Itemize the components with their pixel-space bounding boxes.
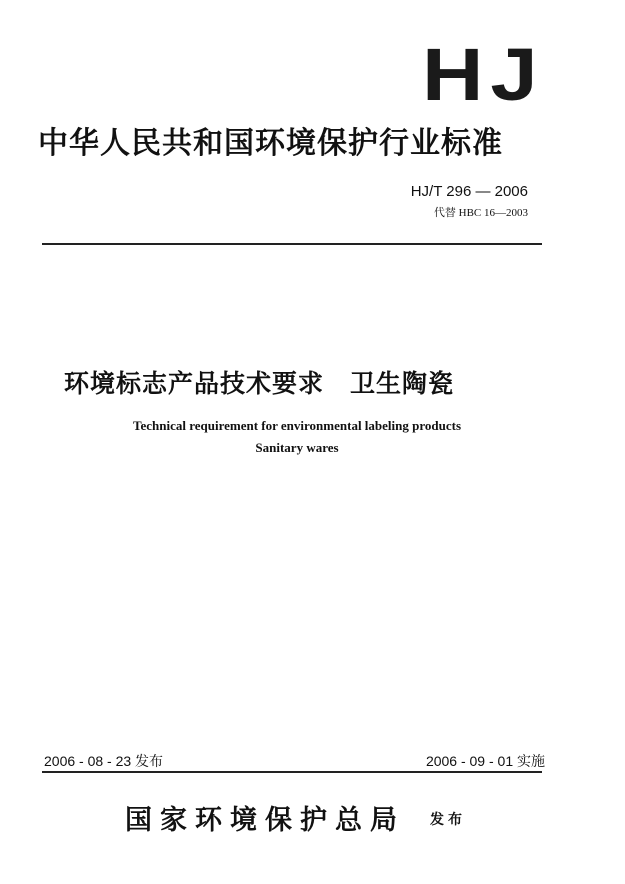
standard-category-title: 中华人民共和国环境保护行业标准 (38, 126, 503, 161)
title-cn-main: 环境标志产品技术要求 (64, 369, 325, 398)
effective-date: 2006 - 09 - 01 实施 (425, 753, 545, 769)
standard-code: HJ/T 296 — 2006 (410, 183, 528, 200)
document-title-en: Technical requirement for environmental labeling products (132, 418, 462, 433)
document-subtitle-en: Sanitary wares (255, 440, 339, 455)
header-divider (42, 243, 542, 245)
title-cn-sub: 卫生陶瓷 (350, 369, 455, 398)
replaces-code: 代替 HBC 16—2003 (433, 207, 528, 219)
publisher-suffix: 发布 (430, 812, 466, 828)
hj-logo: HJ (422, 33, 545, 116)
issue-date: 2006 - 08 - 23 发布 (44, 753, 164, 769)
footer-divider (42, 771, 542, 773)
document-title-cn (64, 364, 454, 400)
publisher: 国家环境保护总局 (125, 805, 405, 836)
